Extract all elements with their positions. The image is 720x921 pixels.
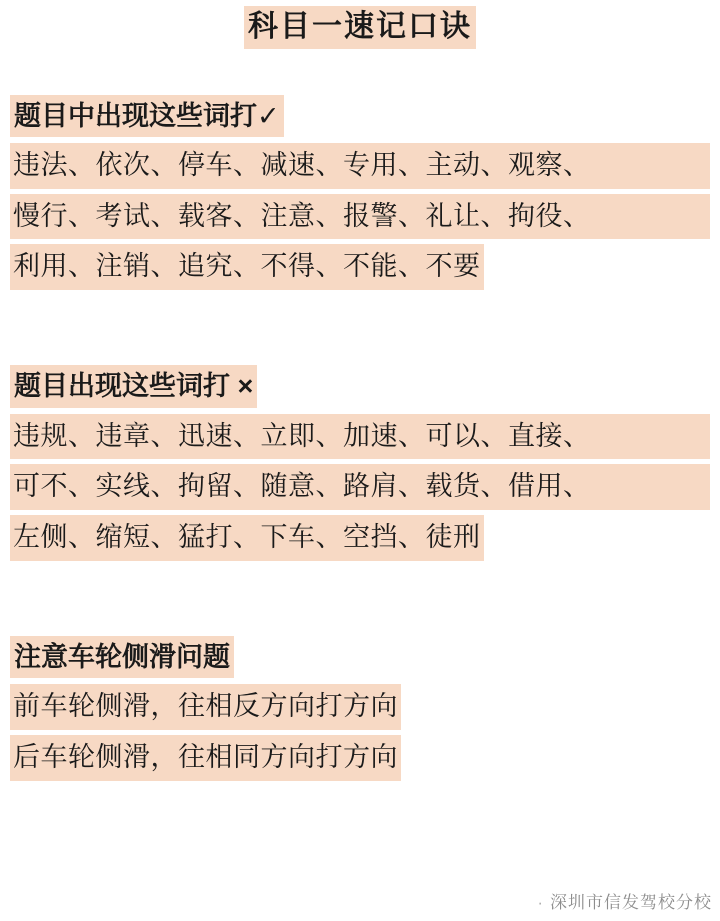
section-heading-wrap — [10, 95, 710, 144]
watermark-text: 深圳市信发驾校分校 — [550, 893, 712, 912]
content-line: 后车轮侧滑，往相同方向打方向 — [10, 735, 401, 781]
section-skid-note — [10, 636, 710, 786]
section-heading: 题目中出现这些词打✓ — [10, 95, 284, 138]
spacer — [10, 329, 710, 365]
page-title: 科目一速记口诀 — [244, 6, 476, 49]
content-line: 慢行、考试、载客、注意、报警、礼让、拘役、 — [10, 194, 710, 240]
spacer — [10, 600, 710, 636]
section-heading-wrap — [10, 636, 710, 685]
section-heading-wrap — [10, 365, 710, 414]
section-heading: 题目出现这些词打 × — [10, 365, 257, 408]
watermark — [537, 888, 712, 913]
content-line: 利用、注销、追究、不得、不能、不要 — [10, 244, 484, 290]
content-line: 违规、违章、迅速、立即、加速、可以、直接、 — [10, 414, 710, 460]
watermark-dot: · — [537, 893, 544, 912]
section-cross-words — [10, 365, 710, 566]
content-line: 可不、实线、拘留、随意、路肩、载货、借用、 — [10, 464, 710, 510]
section-heading: 注意车轮侧滑问题 — [10, 636, 234, 679]
content-line: 前车轮侧滑，往相反方向打方向 — [10, 684, 401, 730]
section-check-words — [10, 95, 710, 296]
content-line: 左侧、缩短、猛打、下车、空挡、徒刑 — [10, 515, 484, 561]
title-row — [10, 0, 710, 49]
content-line: 违法、依次、停车、减速、专用、主动、观察、 — [10, 143, 710, 189]
